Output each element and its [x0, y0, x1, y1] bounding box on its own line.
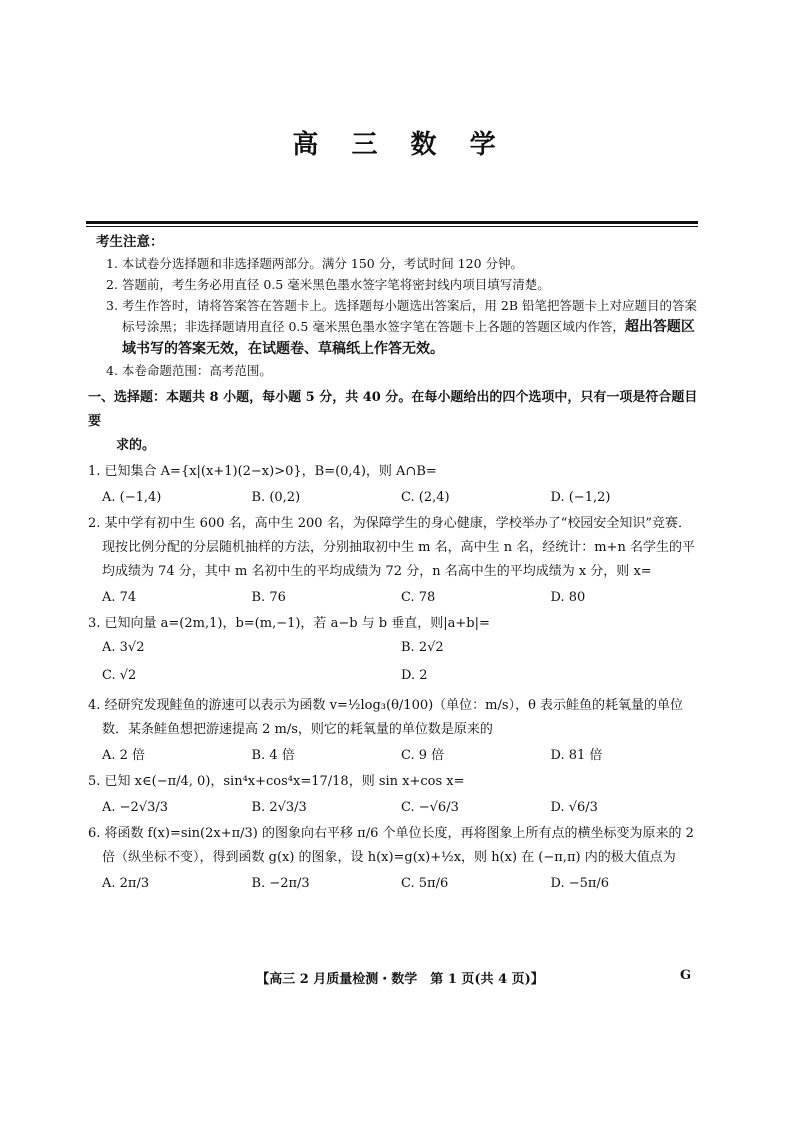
notice-item-1: 1. 本试卷分选择题和非选择题两部分。满分 150 分，考试时间 120 分钟。	[106, 256, 524, 271]
option-row	[88, 486, 700, 510]
option-row	[88, 586, 700, 610]
divider-thin	[86, 226, 698, 227]
option-c: C. √2	[102, 668, 137, 683]
section-header	[88, 386, 700, 458]
notice-item-2: 2. 答题前，考生务必用直径 0.5 毫米黑色墨水签字笔将密封线内项目填写清楚。	[106, 277, 550, 292]
footer-code: G	[680, 968, 692, 983]
divider-thick	[86, 221, 698, 224]
option-a: A. 3√2	[102, 640, 145, 655]
notice-item-3-text: 3. 考生作答时，请将答案答在答题卡上。选择题每小题选出答案后，用 2B 铅笔把答题卡上对应题目的答案标号涂黑；非选择题请用直径 0.5 毫米黑色墨水签字笔在答题卡上各题的答题区域内作答，	[106, 298, 697, 334]
notice-heading: 考生注意：	[96, 234, 164, 250]
question-3	[88, 612, 700, 692]
section-label: 一、选择题：本题共 8 小题，每小题 5 分，共 40 分。在每小题给出的四个选项中，只有一项是符合题目要	[88, 390, 698, 429]
option-row	[88, 744, 700, 768]
page-footer: 【高三 2 月质量检测・数学 第 1 页(共 4 页)】	[256, 972, 544, 987]
section-label-cont: 求的。	[116, 438, 156, 453]
option-b: B. 2√2	[401, 640, 444, 655]
question-text: 4. 经研究发现鲑鱼的游速可以表示为函数 v=½log₃(θ/100)（单位：m/s），θ 表示鲑鱼的耗氧量的单位数．某条鲑鱼想把游速提高 2 m/s，则它的耗氧量的单位数是原来的	[88, 698, 684, 737]
question-text: 2. 某中学有初中生 600 名，高中生 200 名，为保障学生的身心健康，学校举办了“校园安全知识”竞赛．现按比例分配的分层随机抽样的方法，分别抽取初中生 m 名，高中生 n 名，经统计：m+n 名学生的平均成绩为 74 分，其中 m 名初中生的平均成绩为 72 分，n 名高中生的平均成绩为 x 分，则 x=	[88, 516, 695, 579]
notice-item-3-bold: 超出答题区域书写的答案无效，在试题卷、草稿纸上作答无效。	[122, 319, 695, 357]
option-a: A. 2π/3	[102, 876, 150, 891]
option-b: B. 2√3/3	[251, 800, 307, 815]
option-d: D. (−1,2)	[550, 490, 611, 505]
option-grid	[88, 636, 700, 692]
option-b: B. (0,2)	[251, 490, 301, 505]
option-b: B. 76	[251, 590, 286, 605]
option-d: D. 2	[401, 668, 428, 683]
option-d: D. 81 倍	[550, 748, 603, 763]
question-2	[88, 512, 700, 610]
option-b: B. 4 倍	[251, 748, 295, 763]
option-row	[88, 872, 700, 896]
option-a: A. 2 倍	[102, 748, 146, 763]
option-a: A. −2√3/3	[102, 800, 169, 815]
option-c: C. (2,4)	[401, 490, 450, 505]
question-text: 3. 已知向量 a=(2m,1)，b=(m,−1)，若 a−b 与 b 垂直，则|a+b|=	[88, 616, 490, 631]
option-a: A. (−1,4)	[102, 490, 162, 505]
option-b: B. −2π/3	[251, 876, 310, 891]
question-5	[88, 770, 700, 820]
option-d: D. √6/3	[550, 800, 598, 815]
option-c: C. 78	[401, 590, 436, 605]
option-c: C. −√6/3	[401, 800, 459, 815]
option-a: A. 74	[102, 590, 137, 605]
question-text: 1. 已知集合 A={x|(x+1)(2−x)>0}，B=(0,4)，则 A∩B=	[88, 464, 437, 479]
option-c: C. 5π/6	[401, 876, 449, 891]
question-text: 5. 已知 x∈(−π/4, 0)，sin⁴x+cos⁴x=17/18，则 sin x+cos x=	[88, 774, 465, 789]
question-4	[88, 694, 700, 768]
option-d: D. −5π/6	[550, 876, 610, 891]
option-c: C. 9 倍	[401, 748, 445, 763]
page-title: 高 三 数 学	[292, 130, 508, 160]
notice-item-4: 4. 本卷命题范围：高考范围。	[106, 363, 272, 378]
notice-block	[96, 232, 702, 381]
notice-item-3	[96, 295, 702, 360]
question-6	[88, 822, 700, 896]
question-text: 6. 将函数 f(x)=sin(2x+π/3) 的图象向右平移 π/6 个单位长度，再将图象上所有点的横坐标变为原来的 2 倍（纵坐标不变），得到函数 g(x) 的图象，设 h(x)=g(x)+½x，则 h(x) 在 (−π,π) 内的极大值点为	[88, 826, 694, 865]
questions-area	[88, 386, 700, 896]
question-1	[88, 460, 700, 510]
option-row	[88, 796, 700, 820]
option-d: D. 80	[550, 590, 586, 605]
